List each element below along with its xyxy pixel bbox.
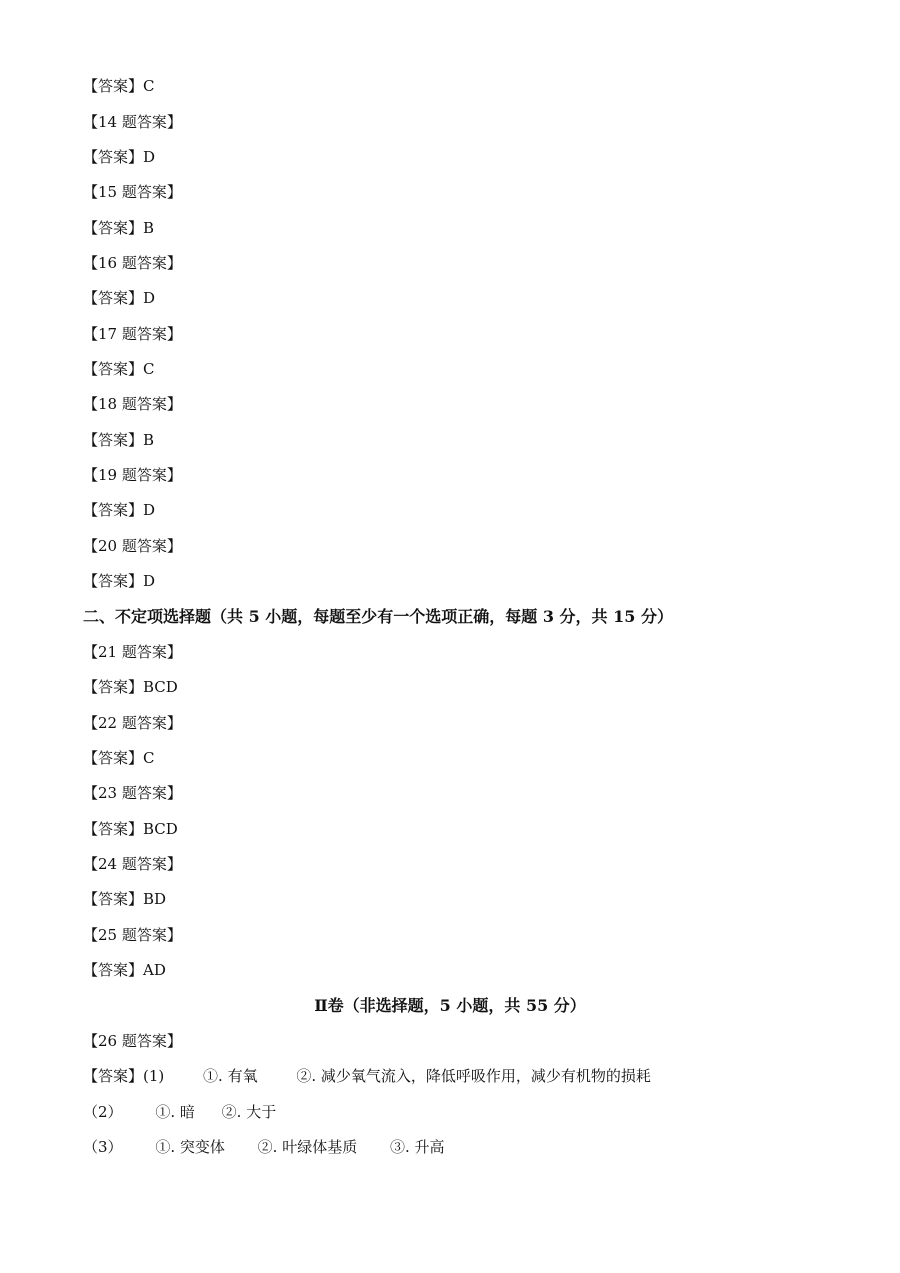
answer-line: 【答案】C bbox=[83, 749, 155, 767]
answer-line: 【答案】C bbox=[83, 77, 155, 95]
answer-prefix: 【答案】(1) bbox=[83, 1067, 165, 1085]
answer-row-2 bbox=[83, 1102, 276, 1122]
answer-line: 【答案】AD bbox=[83, 961, 166, 979]
answer-line: 【答案】B bbox=[83, 431, 155, 449]
question-label: 【15 题答案】 bbox=[83, 183, 182, 201]
answer-prefix: （2） bbox=[83, 1103, 123, 1121]
answer-prefix: （3） bbox=[83, 1138, 123, 1156]
question-label: 【14 题答案】 bbox=[83, 113, 182, 131]
question-label: 【20 题答案】 bbox=[83, 537, 182, 555]
answer-line: 【答案】D bbox=[83, 572, 156, 590]
question-label: 【19 题答案】 bbox=[83, 466, 182, 484]
answer-row-1 bbox=[83, 1066, 651, 1086]
question-label: 【22 题答案】 bbox=[83, 714, 182, 732]
answer-part-3: ③. 升高 bbox=[389, 1138, 445, 1156]
question-label: 【21 题答案】 bbox=[83, 643, 182, 661]
answer-line: 【答案】BCD bbox=[83, 678, 178, 696]
answer-line: 【答案】D bbox=[83, 289, 156, 307]
answer-line: 【答案】D bbox=[83, 501, 156, 519]
answer-part-2: ②. 大于 bbox=[221, 1103, 277, 1121]
answer-line: 【答案】B bbox=[83, 219, 155, 237]
question-label: 【23 题答案】 bbox=[83, 784, 182, 802]
question-label: 【18 题答案】 bbox=[83, 395, 182, 413]
answer-part-1: ①. 暗 bbox=[155, 1103, 195, 1121]
answer-line: 【答案】BCD bbox=[83, 820, 178, 838]
answer-row-3 bbox=[83, 1137, 445, 1157]
question-label: 【16 题答案】 bbox=[83, 254, 182, 272]
question-label: 【26 题答案】 bbox=[83, 1032, 182, 1050]
answer-part-2: ②. 叶绿体基质 bbox=[257, 1138, 358, 1156]
answer-line: 【答案】C bbox=[83, 360, 155, 378]
question-label: 【24 题答案】 bbox=[83, 855, 182, 873]
answer-part-1: ①. 突变体 bbox=[155, 1138, 225, 1156]
answer-part-2: ②. 减少氧气流入，降低呼吸作用，减少有机物的损耗 bbox=[296, 1067, 651, 1085]
question-label: 【25 题答案】 bbox=[83, 926, 182, 944]
answer-line: 【答案】D bbox=[83, 148, 156, 166]
answer-part-1: ①. 有氧 bbox=[203, 1067, 258, 1085]
question-label: 【17 题答案】 bbox=[83, 325, 182, 343]
answer-line: 【答案】BD bbox=[83, 890, 167, 908]
section-heading: 二、不定项选择题（共 5 小题，每题至少有一个选项正确，每题 3 分，共 15 分） bbox=[83, 607, 673, 626]
part-heading: Ⅱ卷（非选择题，5 小题，共 55 分） bbox=[314, 996, 586, 1015]
